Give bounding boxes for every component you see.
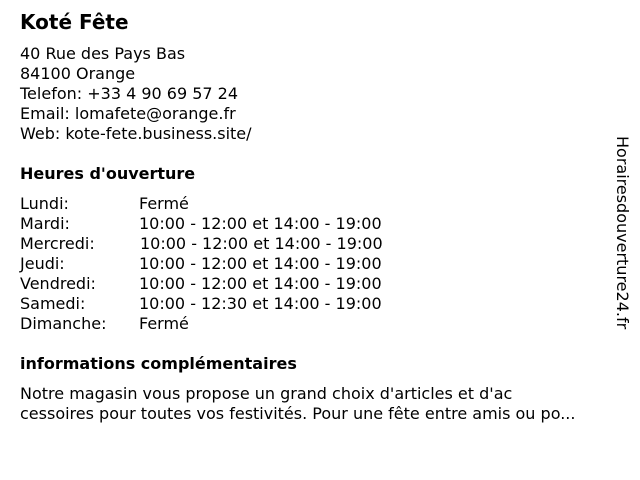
opening-hours-heading: Heures d'ouverture [20,164,196,183]
hours-value: 10:00 - 12:00 et 14:00 - 19:00 [140,234,383,253]
business-description [20,384,630,424]
hours-value: 10:00 - 12:00 et 14:00 - 19:00 [139,274,382,293]
additional-info-heading: informations complémentaires [20,354,297,373]
hours-value: 10:00 - 12:00 et 14:00 - 19:00 [139,214,382,233]
hours-value: Fermé [139,314,189,333]
hours-value: 10:00 - 12:30 et 14:00 - 19:00 [139,294,382,313]
hours-value: Fermé [139,194,189,213]
business-name: Koté Fête [20,10,129,34]
web-text: Web: kote-fete.business.site/ [20,124,252,143]
phone-text: Telefon: +33 4 90 69 57 24 [20,84,239,103]
address-city: 84100 Orange [20,64,136,83]
day-label: Mardi: [20,214,70,233]
description-line: Notre magasin vous propose un grand choix d'articles et d'ac [20,384,513,403]
email-text: Email: lomafete@orange.fr [20,104,236,123]
site-watermark: Horairesdouverture24.fr [613,136,632,330]
day-label: Dimanche: [20,314,107,333]
day-label: Mercredi: [20,234,95,253]
day-label: Samedi: [20,294,86,313]
hours-value: 10:00 - 12:00 et 14:00 - 19:00 [139,254,382,273]
day-label: Lundi: [20,194,69,213]
day-label: Jeudi: [20,254,65,273]
address-street: 40 Rue des Pays Bas [20,44,186,63]
description-line: cessoires pour toutes vos festivités. Pour une fête entre amis ou po... [20,404,576,423]
business-contact [20,44,252,144]
day-label: Vendredi: [20,274,96,293]
